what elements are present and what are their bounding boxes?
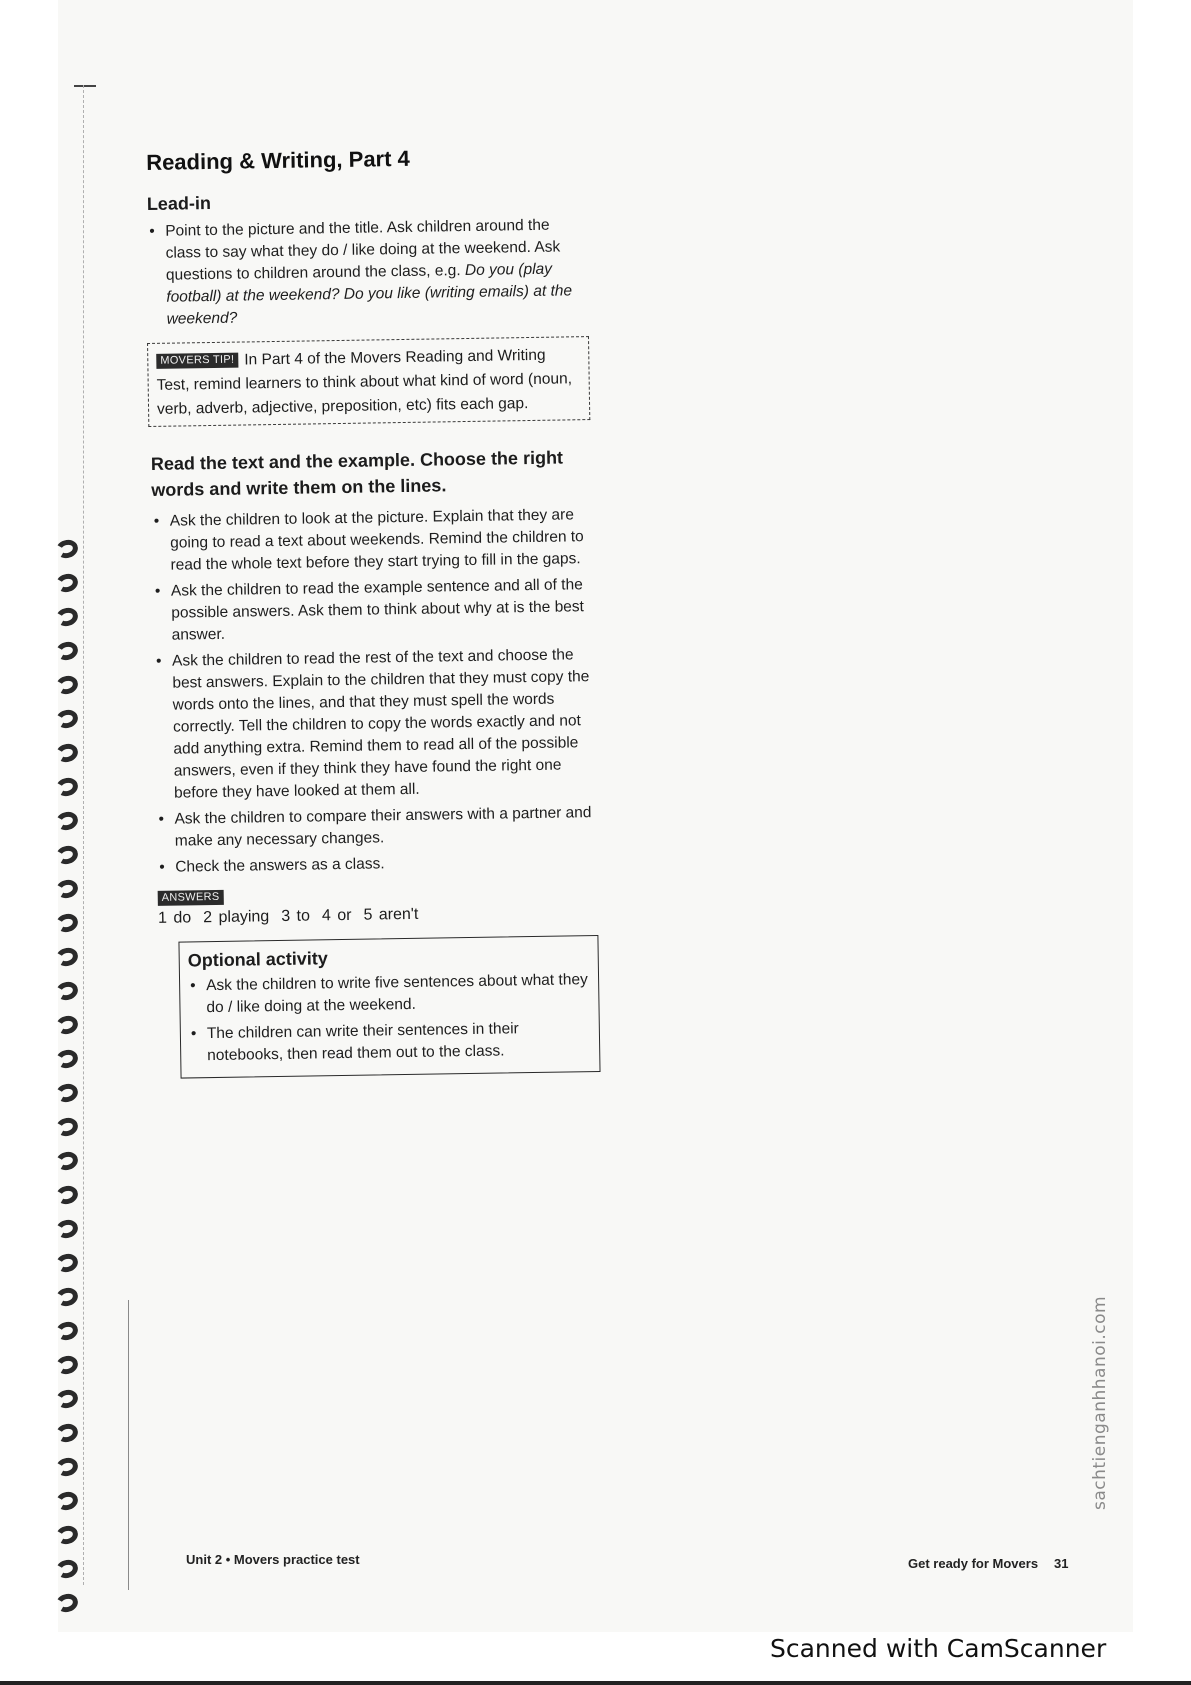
movers-tip-label: MOVERS TIP! [156, 353, 238, 369]
footer-book-name: Get ready for Movers [908, 1556, 1039, 1571]
binding-ring [54, 945, 80, 968]
movers-tip-text: In Part 4 of the Movers Reading and Writing Test, remind learners to think about what kind of word (noun, verb, adverb, adjective, preposition, etc) fits each gap. [156, 346, 573, 418]
task-bullet: • Check the answers as a class. [157, 850, 597, 879]
binding-ring [54, 537, 80, 560]
binding-ring [54, 741, 80, 764]
binding-ring [54, 1251, 80, 1274]
page-number: 31 [1054, 1556, 1069, 1571]
binding-ring [54, 843, 80, 866]
binding-ring [54, 707, 80, 730]
page-content [146, 143, 601, 1079]
binding-ring [54, 571, 80, 594]
binding-ring [54, 775, 80, 798]
footer-book-title [908, 1556, 1069, 1571]
task-instructions [152, 504, 598, 879]
binding-ring [54, 911, 80, 934]
corner-mark [74, 85, 96, 87]
task-bullet: • Ask the children to read the example sentence and all of the possible answers. Ask them to think about why at is the best answer. [153, 574, 594, 647]
binding-ring [54, 1149, 80, 1172]
task-bullet: • Ask the children to compare their answers with a partner and make any necessary changes. [156, 802, 597, 853]
binding-ring [54, 1013, 80, 1036]
binding-ring [54, 1285, 80, 1308]
binding-ring [54, 1115, 80, 1138]
binding-ring [54, 1557, 80, 1580]
optional-bullet: • Ask the children to write five sentences about what they do / like doing at the weekend. [188, 969, 589, 1019]
margin-line-lower [128, 1300, 130, 1590]
answer-item: 5 aren't [363, 905, 419, 924]
binding-ring [54, 1387, 80, 1410]
answers-line [158, 903, 598, 928]
binding-ring [54, 673, 80, 696]
optional-bullet: • The children can write their sentences in their notebooks, then read them out to the class. [189, 1017, 590, 1067]
binding-ring [54, 1081, 80, 1104]
movers-tip-box [147, 336, 590, 427]
binding-ring [54, 1353, 80, 1376]
task-bullet: • Ask the children to look at the picture. Explain that they are going to read a text about weekends. Remind the children to read the whole text before they start trying to fill in the gaps. [152, 504, 593, 577]
footer-unit-label: Unit 2 • Movers practice test [186, 1552, 360, 1567]
binding-ring [54, 809, 80, 832]
binding-ring [54, 979, 80, 1002]
scanner-caption: Scanned with CamScanner [770, 1634, 1107, 1663]
bottom-rule [0, 1681, 1191, 1685]
page-title: Reading & Writing, Part 4 [146, 145, 410, 175]
binding-ring [54, 1455, 80, 1478]
answer-item: 1 do [157, 909, 192, 927]
binding-ring [54, 1489, 80, 1512]
binding-ring [54, 1217, 80, 1240]
binding-ring [54, 877, 80, 900]
optional-activity-box [178, 935, 600, 1079]
spiral-binding [50, 540, 108, 1640]
answer-item: 4 or [321, 906, 352, 925]
answer-item: 3 to [281, 907, 311, 925]
binding-ring [54, 1591, 80, 1614]
binding-ring [54, 1319, 80, 1342]
optional-activity-list [188, 969, 589, 1067]
lead-in-heading: Lead-in [146, 192, 212, 214]
answer-item: 2 playing [203, 908, 270, 927]
binding-ring [54, 1047, 80, 1070]
lead-in-text: Point to the picture and the title. Ask children around the class to say what they do / like doing at the weekend. Ask questions to children around the class, e.g. [165, 216, 561, 284]
watermark-text: sachtienganhhanoi.com [1090, 1295, 1110, 1510]
lead-in-list [147, 214, 589, 331]
answers-label: ANSWERS [158, 890, 224, 906]
optional-activity-heading: Optional activity [187, 948, 328, 971]
binding-ring [54, 605, 80, 628]
lead-in-example-questions: Do you (play football) at the weekend? Do you like (writing emails) at the weekend? [166, 260, 573, 328]
binding-ring [54, 1523, 80, 1546]
task-heading: Read the text and the example. Choose the right words and write them on the lines. [150, 447, 564, 500]
task-bullet: • Ask the children to read the rest of the text and choose the best answers. Explain to the children that they must copy the words onto the lines, and that they must spell the words correctly. Tell the children to copy the words exactly and not add anything extra. Remind them to read all of the possible answers, even if they think they have found the right one before they have looked at them all. [154, 644, 596, 805]
lead-in-bullet [147, 214, 589, 331]
binding-ring [54, 1183, 80, 1206]
binding-ring [54, 1421, 80, 1444]
binding-ring [54, 639, 80, 662]
